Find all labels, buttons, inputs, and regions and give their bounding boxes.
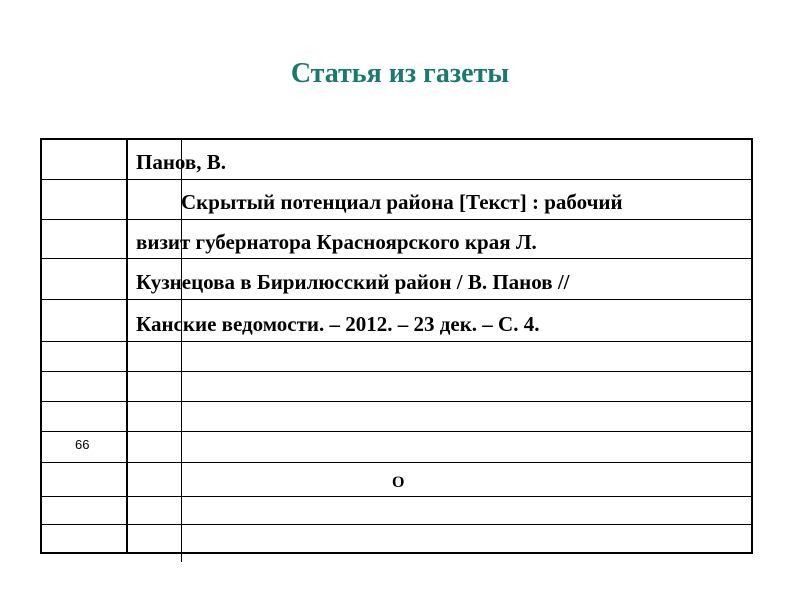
ruled-line — [42, 371, 751, 372]
ruled-line — [42, 524, 751, 525]
ruled-line — [42, 431, 751, 432]
ruled-line — [42, 219, 751, 220]
card-line-source: Канские ведомости. – 2012. – 23 дек. – С. 4. — [136, 312, 540, 336]
catalog-card — [40, 138, 753, 554]
slide-title: Статья из газеты — [290, 58, 510, 89]
card-line-author: Панов, В. — [136, 150, 227, 174]
card-line-continuation: визит губернатора Красноярского края Л. — [136, 230, 537, 254]
card-hole-mark: О — [392, 474, 405, 491]
column-divider — [126, 140, 128, 552]
card-number: 66 — [75, 437, 90, 452]
ruled-line — [42, 179, 751, 180]
ruled-line — [42, 462, 751, 463]
card-line-title: Скрытый потенциал района [Текст] : рабочий — [181, 190, 623, 214]
ruled-line — [42, 258, 751, 259]
ruled-line — [42, 496, 751, 497]
ruled-line — [42, 299, 751, 300]
ruled-line — [42, 401, 751, 402]
card-line-continuation: Кузнецова в Бирилюсский район / В. Панов // — [136, 270, 570, 294]
ruled-line — [42, 341, 751, 342]
